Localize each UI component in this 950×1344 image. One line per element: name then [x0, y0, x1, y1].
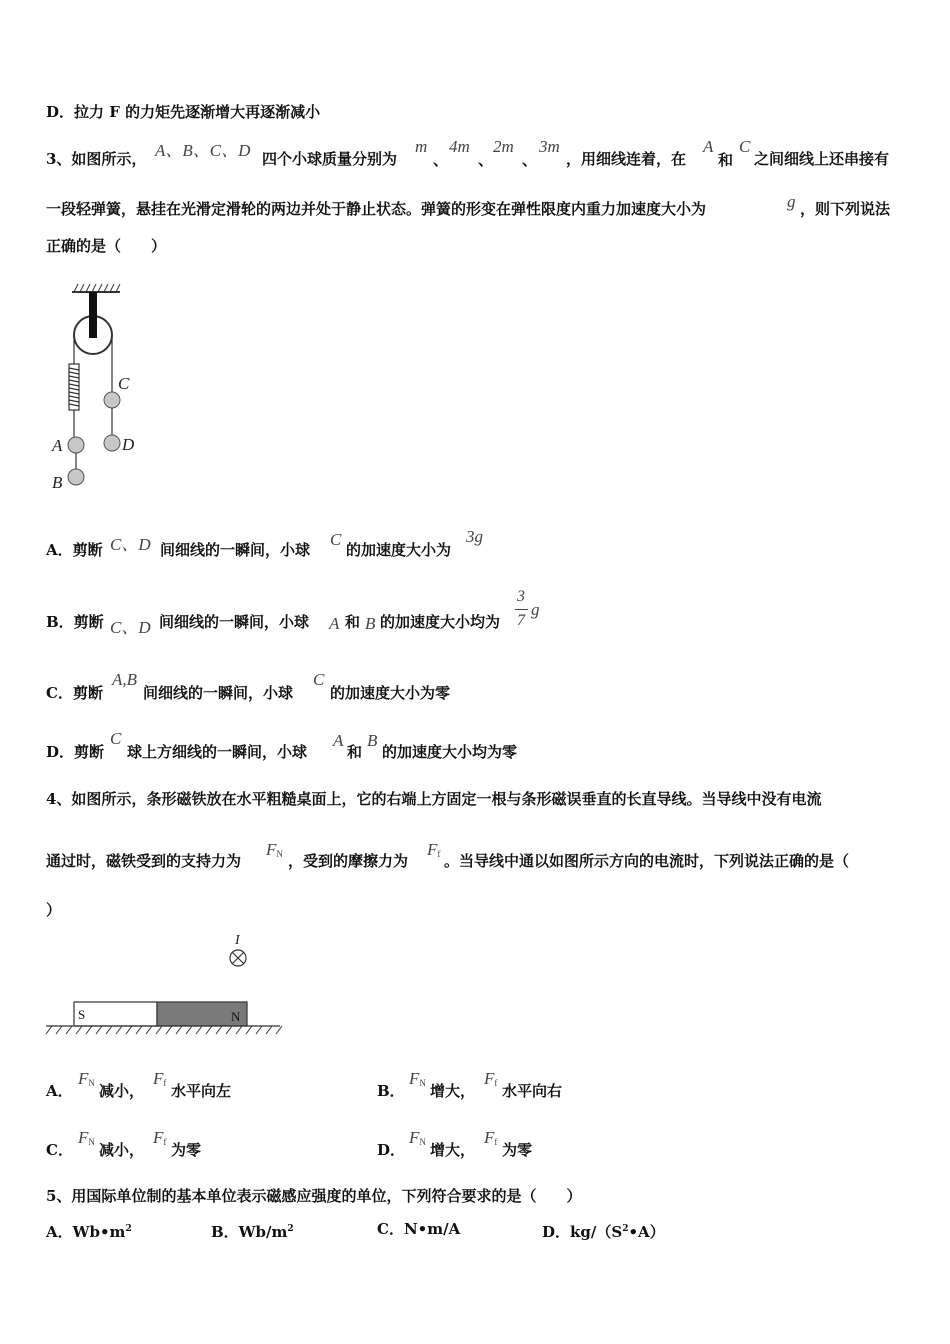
q3-m3: 2m: [493, 137, 514, 156]
q4-opt-b-ff: $F_f$: [484, 1069, 498, 1088]
q3-lead: 3、如图所示，: [46, 150, 147, 168]
label-a: A: [52, 436, 63, 455]
pulley-diagram: [40, 280, 150, 495]
spring: [69, 364, 79, 410]
q3-sep1: 、: [433, 151, 449, 169]
q4-opt-b-t1: 增大，: [430, 1082, 476, 1100]
q3-opt-d-he: 和: [347, 743, 363, 761]
q3-opt-b-t1: 间细线的一瞬间，小球: [159, 613, 310, 631]
q4-opt-c-label: C．: [46, 1141, 73, 1159]
q3-opt-c-label: C．剪断: [46, 684, 103, 702]
q3-s2: ，用细线连着，在: [566, 150, 687, 168]
q3-opt-a-t1: 间细线的一瞬间，小球: [160, 541, 311, 559]
q3-opt-d-c: C: [110, 729, 122, 748]
q4-stem-l2b: ，受到的摩擦力为: [288, 852, 409, 870]
magnet-s-label: S: [78, 1007, 86, 1022]
q3-opt-c-c: C: [313, 670, 325, 689]
q3-opt-b-t2: 的加速度大小均为: [380, 613, 501, 631]
q5-opt-d: D．$kg/(S^2•A)$: [542, 1223, 665, 1241]
q3-opt-b-frac-bar: [515, 609, 528, 610]
q4-opt-b-label: B．: [377, 1082, 405, 1100]
q4-stem-l2c: 。当导线中通以如图所示方向的电流时，下列说法正确的是（: [444, 852, 850, 870]
q3-opt-d-label: D．剪断: [46, 743, 105, 761]
q3-va: A: [703, 137, 714, 156]
q3-vg: g: [787, 192, 796, 211]
q3-opt-d-t1: 球上方细线的一瞬间，小球: [127, 743, 308, 761]
q3-m2: 4m: [449, 137, 470, 156]
q3-opt-b-he: 和: [345, 613, 361, 631]
q3-sep3: 、: [522, 151, 538, 169]
q3-opt-b-den: 7: [517, 612, 525, 629]
q3-opt-b-g: g: [531, 600, 540, 619]
q2-option-d: D．拉力 F 的力矩先逐渐增大再逐渐减小: [46, 103, 321, 121]
ball-a: [68, 437, 84, 453]
q5-opt-a: A．$Wb•m^2$: [46, 1223, 132, 1241]
q3-vc: C: [739, 137, 751, 156]
q3-s1: 四个小球质量分别为: [262, 150, 398, 168]
q3-opt-c-t1: 间细线的一瞬间，小球: [143, 684, 294, 702]
q4-opt-d-t1: 增大，: [430, 1141, 476, 1159]
q3-stem-line1: [46, 149, 146, 169]
q3-opt-a-val: 3g: [466, 527, 483, 546]
q5-opt-b: B．$Wb/m^2$: [211, 1223, 294, 1241]
current-into-page-icon: [230, 950, 246, 966]
q4-opt-a-ff: $F_f$: [153, 1069, 167, 1088]
q3-stem-line2: 一段轻弹簧，悬挂在光滑定滑轮的两边并处于静止状态。弹簧的形变在弹性限度内重力加速度大小为: [46, 200, 707, 218]
q3-stem-line3: 正确的是（ ）: [46, 237, 167, 255]
q3-m4: 3m: [539, 137, 560, 156]
q3-s3: 之间细线上还串接有: [754, 150, 890, 168]
q4-opt-a-t2: 水平向左: [171, 1082, 232, 1100]
q3-opt-c-t2: 的加速度大小为零: [330, 684, 451, 702]
ball-b: [68, 469, 84, 485]
q3-opt-b-num: 3: [517, 588, 525, 605]
q3-opt-a-cd: C、D: [110, 535, 151, 554]
q3-sep2: 、: [478, 151, 494, 169]
q3-opt-a-c: C: [330, 530, 342, 549]
q3-opt-b-cd: C、D: [110, 618, 151, 637]
q3-opt-b-label: B．剪断: [46, 613, 104, 631]
ball-d: [104, 435, 120, 451]
q4-opt-c-ff: $F_f$: [153, 1128, 167, 1147]
q4-opt-b-fn: $F_N$: [409, 1069, 426, 1088]
q4-opt-d-t2: 为零: [502, 1141, 533, 1159]
q4-opt-d-ff: $F_f$: [484, 1128, 498, 1147]
label-d: D: [122, 435, 135, 454]
pulley-rod: [89, 292, 97, 338]
q4-opt-a-fn: $F_N$: [78, 1069, 95, 1088]
q4-stem-line1: 4、如图所示，条形磁铁放在水平粗糙桌面上，它的右端上方固定一根与条形磁误垂直的长直导线。当导线中没有电流: [46, 790, 822, 808]
q4-fn: $F_N$: [266, 840, 283, 859]
ball-c: [104, 392, 120, 408]
q4-opt-a-label: A．: [46, 1082, 73, 1100]
label-b: B: [52, 473, 63, 492]
q4-opt-b-t2: 水平向右: [502, 1082, 563, 1100]
q3-opt-d-b: B: [367, 731, 378, 750]
magnet-n-label: N: [231, 1009, 241, 1024]
q3-opt-b-b: B: [365, 614, 376, 633]
q5-stem: 5、用国际单位制的基本单位表示磁感应强度的单位，下列符合要求的是（ ）: [46, 1187, 582, 1205]
q3-balls: A、B、C、D: [155, 141, 251, 160]
q4-opt-c-fn: $F_N$: [78, 1128, 95, 1147]
q3-opt-a-t2: 的加速度大小为: [346, 541, 452, 559]
q4-opt-d-label: D．: [377, 1141, 406, 1159]
q3-opt-b-a: A: [329, 614, 340, 633]
q4-opt-a-t1: 减小，: [99, 1082, 145, 1100]
q5-opt-c: C．N•m/A: [377, 1220, 461, 1238]
q4-opt-c-t2: 为零: [171, 1141, 202, 1159]
q3-he: 和: [718, 151, 734, 169]
q4-ff: $F_f$: [427, 840, 441, 859]
q3-opt-d-t2: 的加速度大小均为零: [382, 743, 518, 761]
q3-m1: m: [415, 137, 428, 156]
q4-stem-line3: ）: [46, 901, 62, 919]
q3-opt-c-ab: A,B: [112, 670, 138, 689]
q4-opt-c-t1: 减小，: [99, 1141, 145, 1159]
magnet-diagram: [42, 928, 287, 1040]
current-label: I: [235, 933, 240, 948]
q4-opt-d-fn: $F_N$: [409, 1128, 426, 1147]
magnet-s-half: [74, 1002, 157, 1026]
q4-stem-l2a: 通过时，磁铁受到的支持力为: [46, 852, 242, 870]
q3-opt-a-label: A．剪断: [46, 541, 103, 559]
q3-opt-d-a: A: [333, 731, 344, 750]
q3-s4: ，则下列说法: [800, 200, 891, 218]
label-c: C: [118, 374, 130, 393]
